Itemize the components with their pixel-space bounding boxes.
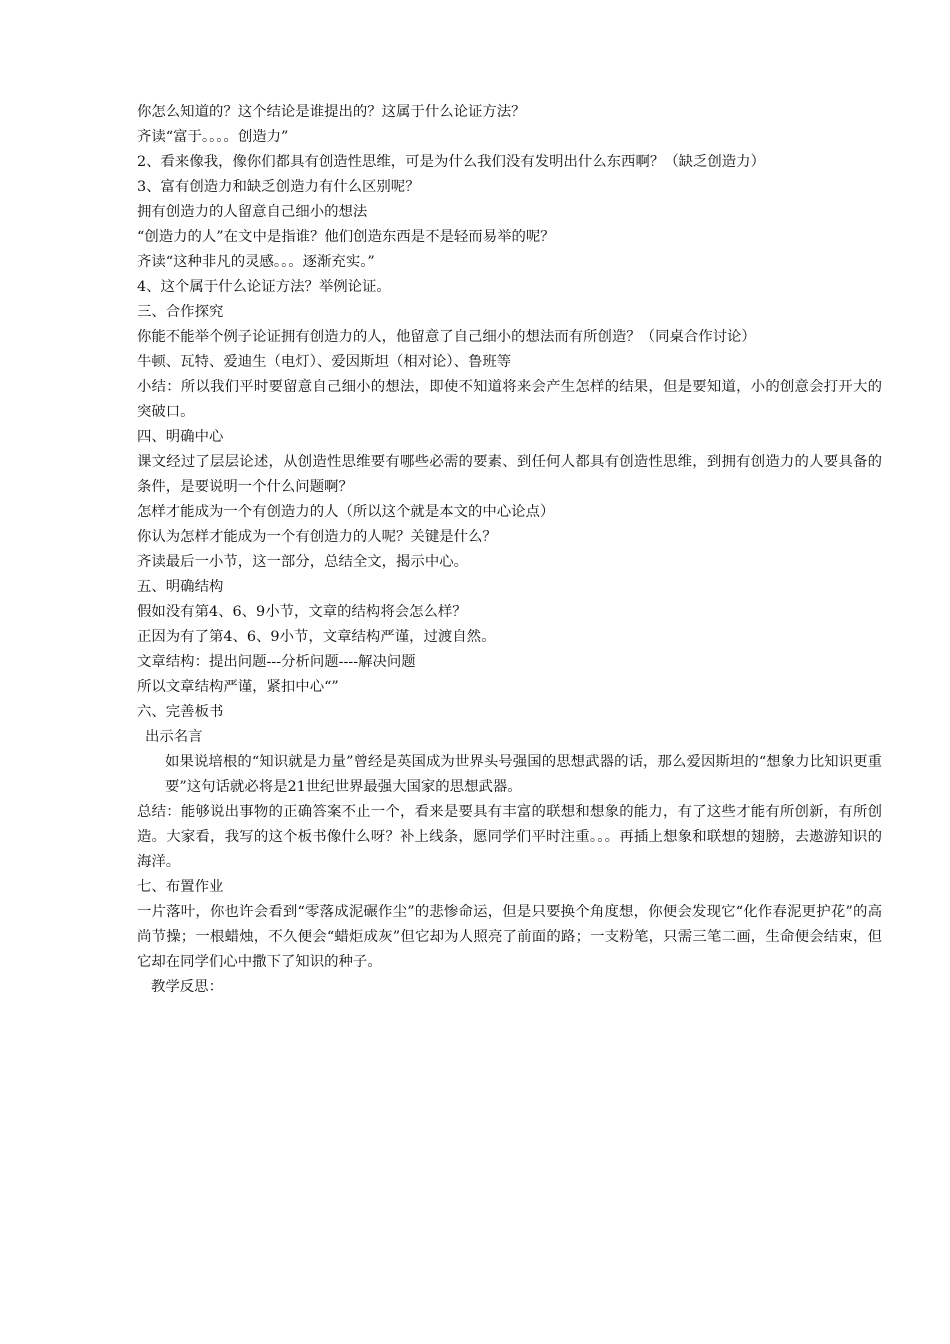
text-line: 拥有创造力的人留意自己细小的想法 [137, 204, 368, 220]
text-line: 正因为有了第4、6、9小节，文章结构严谨，过渡自然。 [137, 629, 496, 645]
section-heading: 六、完善板书 [137, 704, 224, 720]
text-line: 你怎么知道的？这个结论是谁提出的？这属于什么论证方法？ [137, 104, 526, 120]
text-line: 3、富有创造力和缺乏创造力有什么区别呢？ [137, 179, 420, 195]
section-heading: 四、明确中心 [137, 429, 224, 445]
text-line: 文章结构：提出问题---分析问题----解决问题 [137, 654, 416, 670]
text-line: 你能不能举个例子论证拥有创造力的人，他留意了自己细小的想法而有所创造？（同桌合作讨论） [137, 329, 756, 345]
text-paragraph: 总结：能够说出事物的正确答案不止一个，看来是要具有丰富的联想和想象的能力，有了这些才能有所创新，有所创造。大家看，我写的这个板书像什么呀？补上线条，愿同学们平时注重。。。再插上想象和联想的翅膀，去遨游知识的海洋。 [137, 804, 882, 870]
text-line: 所以文章结构严谨，紧扣中心“” [137, 679, 339, 695]
section-heading: 五、明确结构 [137, 579, 224, 595]
text-line: 齐读最后一小节，这一部分，总结全文，揭示中心。 [137, 554, 468, 570]
text-line: 齐读“富于。。。。创造力” [137, 129, 289, 145]
text-line: 牛顿、瓦特、爱迪生（电灯）、爱因斯坦（相对论）、鲁班等 [137, 354, 512, 370]
text-line: 2、看来像我，像你们都具有创造性思维，可是为什么我们没有发明出什么东西啊？（缺乏创造力） [137, 154, 765, 170]
text-line: 齐读“这种非凡的灵感。。。逐渐充实。” [137, 254, 375, 270]
text-line: 你认为怎样才能成为一个有创造力的人呢？关键是什么？ [137, 529, 497, 545]
text-line: 怎样才能成为一个有创造力的人（所以这个就是本文的中心论点） [137, 504, 555, 520]
text-line: 4、这个属于什么论证方法？举例论证。 [137, 279, 391, 295]
quote-paragraph: 如果说培根的“知识就是力量”曾经是英国成为世界头号强国的思想武器的话，那么爱因斯坦的“想象力比知识更重要”这句话就必将是21世纪世界最强大国家的思想武器。 [165, 754, 882, 795]
text-line: 教学反思： [151, 979, 223, 995]
text-paragraph: 小结：所以我们平时要留意自己细小的想法，即使不知道将来会产生怎样的结果，但是要知道，小的创意会打开大的突破口。 [137, 379, 882, 420]
text-line: 假如没有第4、6、9小节，文章的结构将会怎么样？ [137, 604, 467, 620]
section-heading: 七、布置作业 [137, 879, 224, 895]
section-heading: 三、合作探究 [137, 304, 224, 320]
text-line: 出示名言 [145, 729, 203, 745]
text-paragraph: 课文经过了层层论述，从创造性思维要有哪些必需的要素、到任何人都具有创造性思维，到拥有创造力的人要具备的条件，是要说明一个什么问题啊？ [137, 454, 882, 495]
text-line: “创造力的人”在文中是指谁？他们创造东西是不是轻而易举的呢？ [137, 229, 555, 245]
document-body [137, 100, 882, 1000]
text-paragraph: 一片落叶，你也许会看到“零落成泥碾作尘”的悲惨命运，但是只要换个角度想，你便会发现它“化作春泥更护花”的高尚节操；一根蜡烛，不久便会“蜡炬成灰”但它却为人照亮了前面的路；一支粉笔，只需三笔二画，生命便会结束，但它却在同学们心中撒下了知识的种子。 [137, 904, 882, 970]
